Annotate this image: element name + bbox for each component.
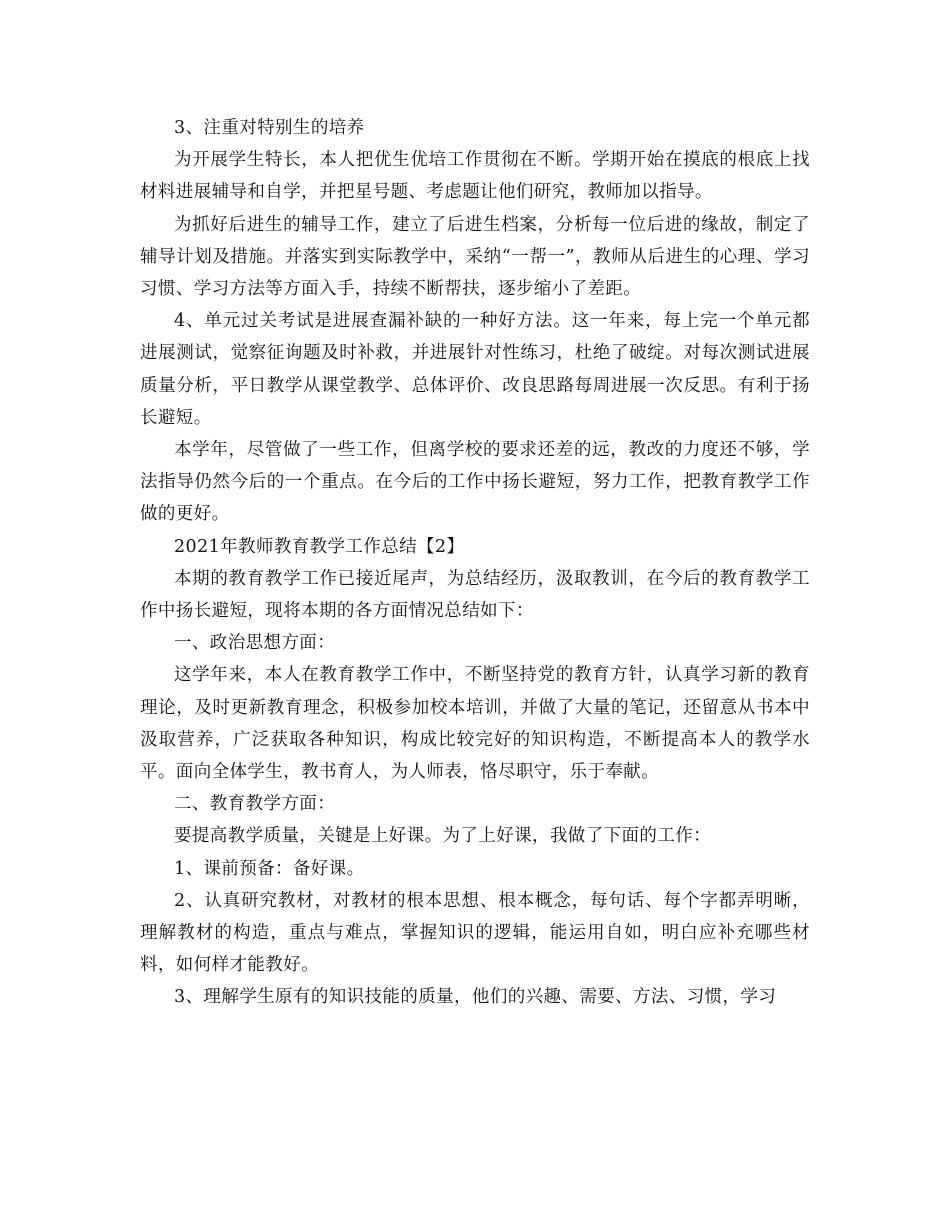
paragraph-study-materials: 2、认真研究教材，对教材的根本思想、根本概念，每句话、每个字都弄明晰，理解教材的构造，重点与难点，掌握知识的逻辑，能运用自如，明白应补充哪些材料，如何样才能教好。 bbox=[140, 890, 810, 976]
paragraph-section-3-heading: 3、注重对特别生的培养 bbox=[174, 118, 365, 138]
paragraph-understand-students: 3、理解学生原有的知识技能的质量，他们的兴趣、需要、方法、习惯，学习 bbox=[174, 987, 777, 1008]
section-title-summary-2: 2021年教师教育教学工作总结【2】 bbox=[174, 536, 465, 557]
paragraph-year-reflection: 本学年，尽管做了一些工作，但离学校的要求还差的远，教改的力度还不够，学法指导仍然今后的一个重点。在今后的工作中扬长避短，努力工作，把教育教学工作做的更好。 bbox=[140, 440, 810, 525]
heading-political-thought: 一、政治思想方面： bbox=[174, 633, 336, 654]
paragraph-unit-tests: 4、单元过关考试是进展查漏补缺的一种好方法。这一年来，每上完一个单元都进展测试，觉察征询题及时补救，并进展针对性练习，杜绝了破绽。对每次测试进展质量分析，平日教学从课堂教学、总体评价、改良思路每周进展一次反思。有利于扬长避短。 bbox=[140, 311, 810, 428]
paragraph-lesson-prep: 1、课前预备：备好课。 bbox=[174, 858, 365, 879]
paragraph-intro: 本期的教育教学工作已接近尾声，为总结经历，汲取教训，在今后的教育教学工作中扬长避短，现将本期的各方面情况总结如下： bbox=[140, 568, 810, 622]
paragraph-top-students: 为开展学生特长，本人把优生优培工作贯彻在不断。学期开始在摸底的根底上找材料进展辅导和自学，并把星号题、考虑题让他们研究，教师加以指导。 bbox=[140, 150, 810, 203]
paragraph-teaching-quality: 要提高教学质量，关键是上好课。为了上好课，我做了下面的工作： bbox=[174, 826, 711, 847]
heading-teaching: 二、教育教学方面： bbox=[174, 794, 336, 815]
document-body bbox=[140, 112, 810, 1014]
paragraph-struggling-students: 为抓好后进生的辅导工作，建立了后进生档案，分析每一位后进的缘故，制定了辅导计划及措施。并落实到实际教学中，采纳“一帮一”，教师从后进生的心理、学习习惯、学习方法等方面入手，持续不断帮扶，逐步缩小了差距。 bbox=[140, 214, 810, 300]
paragraph-political-thought: 这学年来，本人在教育教学工作中，不断坚持党的教育方针，认真学习新的教育理论，及时更新教育理念，积极参加校本培训，并做了大量的笔记，还留意从书本中汲取营养，广泛获取各种知识，构成比较完好的知识构造，不断提高本人的教学水平。面向全体学生，教书育人，为人师表，恪尽职守，乐于奉献。 bbox=[140, 665, 810, 783]
